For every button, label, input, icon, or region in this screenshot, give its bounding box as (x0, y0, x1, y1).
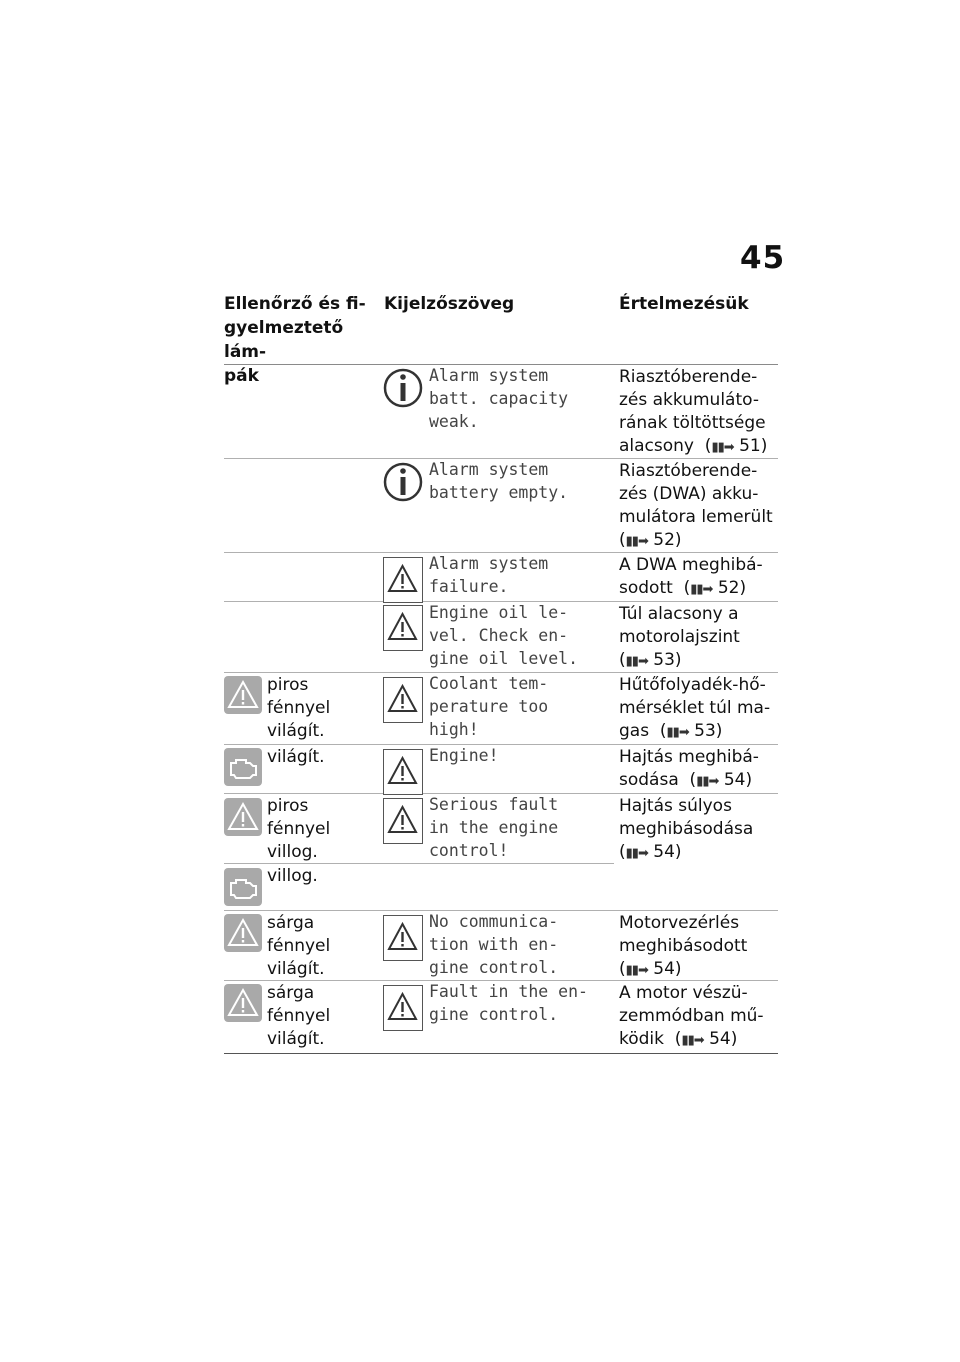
meaning-text: A motor vészü- zemmódban mű- ködik (▮▮➡ 54) (619, 982, 784, 1052)
arrow-icon: ▮▮➡ (690, 582, 713, 597)
display-text: Fault in the en- gine control. (429, 982, 588, 1024)
engine-icon (224, 748, 262, 786)
lamp-status-text: sárga fénnyel világít. (267, 983, 331, 1049)
lamp-status-text: piros fénnyel világít. (267, 675, 331, 741)
page-reference[interactable]: 52) (717, 578, 747, 598)
page-reference[interactable]: 54) (723, 770, 753, 790)
arrow-icon: ▮▮➡ (711, 440, 734, 455)
meaning-text: Riasztóberende- zés akkumuláto- rának töltöttsége alacsony (▮▮➡ 51) (619, 366, 784, 459)
page-reference[interactable]: 54) (709, 1029, 738, 1049)
warning-icon (224, 798, 262, 836)
page-reference[interactable]: 54) (653, 842, 682, 862)
meaning-text: Riasztóberende- zés (DWA) akku- mulátora lemerült (▮▮➡ 52) (619, 460, 784, 553)
lamp-status-text: piros fénnyel villog. (267, 796, 331, 862)
warning-icon (224, 984, 262, 1022)
warning-icon (383, 798, 423, 844)
meaning-text: Túl alacsony a motorolajszint (▮▮➡ 53) (619, 603, 784, 673)
header-lamps: Ellenőrző és fi- gyelmeztető lám- pák (224, 294, 366, 386)
info-icon (383, 366, 423, 412)
meaning-text: A DWA meghibá- sodott (▮▮➡ 52) (619, 554, 784, 601)
display-text: Coolant tem- perature too high! (429, 674, 549, 739)
warning-icon (383, 749, 423, 795)
display-text: Alarm system failure. (429, 554, 549, 596)
page-reference[interactable]: 51) (739, 436, 768, 456)
page-reference[interactable]: 53) (694, 721, 723, 741)
arrow-icon: ▮▮➡ (625, 963, 648, 978)
display-text: No communica- tion with en- gine control. (429, 912, 559, 977)
meaning-text: Hajtás súlyos meghibásodása (▮▮➡ 54) (619, 795, 784, 865)
warning-icon (383, 557, 423, 603)
page-reference[interactable]: 54) (653, 959, 682, 979)
page-reference[interactable]: 52) (653, 530, 682, 550)
display-text: Engine oil le- vel. Check en- gine oil level. (429, 603, 579, 668)
meaning-text: Hűtőfolyadék-hő- mérséklet túl ma- gas (▮▮➡ 53) (619, 674, 784, 744)
warning-icon (383, 915, 423, 961)
warning-icon (224, 676, 262, 714)
display-text: Engine! (429, 746, 499, 765)
page-number: 45 (740, 240, 786, 276)
lamp-status-text: világít. (267, 747, 325, 767)
meaning-text: Motorvezérlés meghibásodott (▮▮➡ 54) (619, 912, 784, 982)
lamp-status-text: sárga fénnyel világít. (267, 913, 331, 979)
page-reference[interactable]: 53) (653, 650, 682, 670)
arrow-icon: ▮▮➡ (666, 725, 689, 740)
arrow-icon: ▮▮➡ (696, 774, 719, 789)
warning-icon (383, 677, 423, 723)
warning-icon (383, 985, 423, 1031)
display-text: Serious fault in the engine control! (429, 795, 559, 860)
arrow-icon: ▮▮➡ (625, 534, 648, 549)
arrow-icon: ▮▮➡ (681, 1033, 704, 1048)
header-display-text: Kijelzőszöveg (384, 294, 515, 314)
arrow-icon: ▮▮➡ (625, 654, 648, 669)
warning-icon (224, 914, 262, 952)
meaning-text: Hajtás meghibá- sodása (▮▮➡ 54) (619, 746, 784, 793)
display-text: Alarm system batt. capacity weak. (429, 366, 569, 431)
lamp-status-text: villog. (267, 866, 318, 886)
display-text: Alarm system battery empty. (429, 460, 569, 502)
table-bottom-rule (224, 1053, 778, 1054)
info-icon (383, 460, 423, 506)
engine-icon (224, 868, 262, 906)
header-meaning: Értelmezésük (619, 294, 749, 314)
arrow-icon: ▮▮➡ (625, 846, 648, 861)
warning-icon (383, 605, 423, 651)
